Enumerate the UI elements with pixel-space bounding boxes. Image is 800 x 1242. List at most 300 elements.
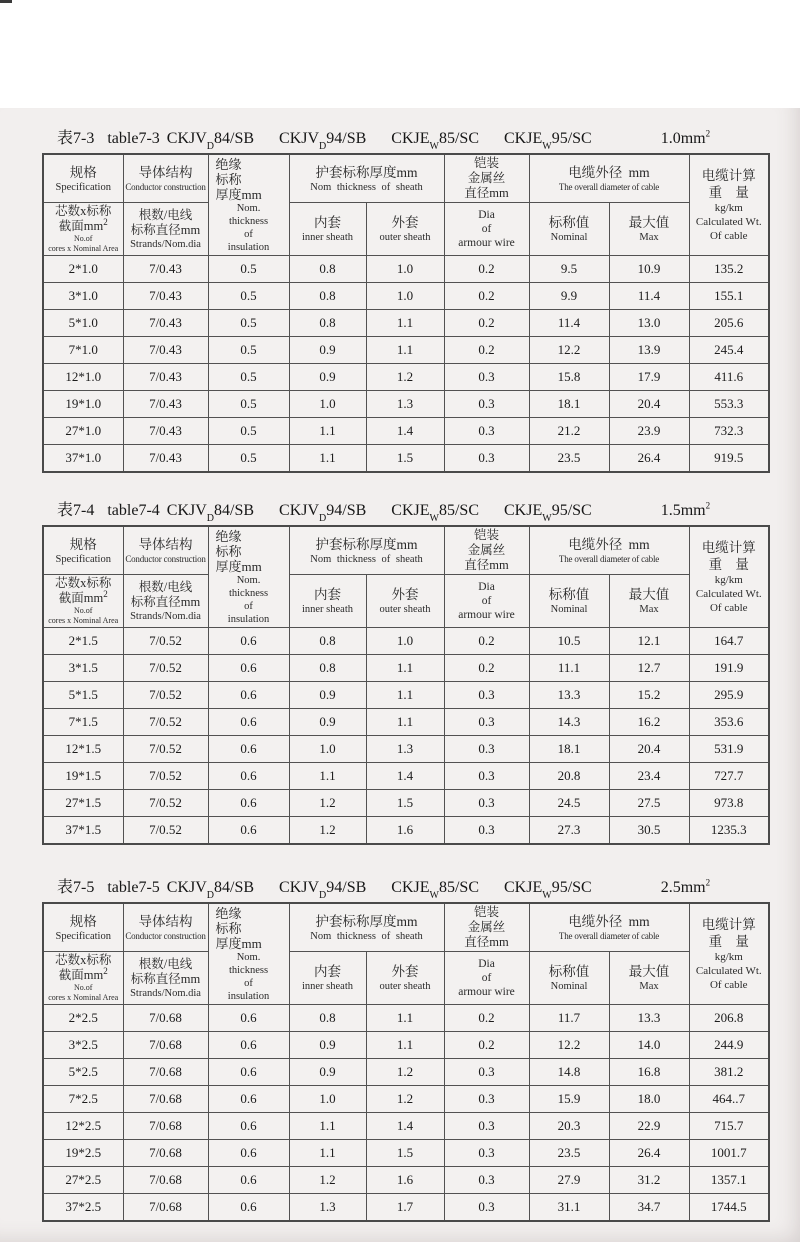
data-cell: 1.2 bbox=[289, 1167, 366, 1194]
spec-en: Specification bbox=[55, 553, 111, 565]
col-outer-sheath-header: 外套 outer sheath bbox=[366, 952, 444, 1005]
data-cell: 19*1.0 bbox=[43, 391, 123, 418]
data-cell: 0.3 bbox=[444, 391, 529, 418]
data-cell: 7/0.43 bbox=[123, 310, 208, 337]
table-header bbox=[43, 526, 769, 628]
data-cell: 1.0 bbox=[366, 628, 444, 655]
cable-model: $CKJE_W95/SC$ bbox=[504, 502, 592, 525]
data-cell: 1.1 bbox=[289, 1140, 366, 1167]
conductor-zh: 导体结构 bbox=[138, 537, 193, 552]
data-cell: 37*2.5 bbox=[43, 1194, 123, 1222]
data-cell: 0.2 bbox=[444, 1005, 529, 1032]
data-cell: 411.6 bbox=[689, 364, 769, 391]
col-conductor-subheader: 根数/电线 标称直径mm Strands/Nom.dia bbox=[123, 575, 208, 628]
data-cell: 0.3 bbox=[444, 1086, 529, 1113]
table-row bbox=[43, 628, 769, 655]
data-cell: 10.5 bbox=[529, 628, 609, 655]
size-exponent: 2 bbox=[705, 877, 711, 888]
data-cell: 1.7 bbox=[366, 1194, 444, 1222]
table-row bbox=[43, 364, 769, 391]
data-cell: 919.5 bbox=[689, 445, 769, 473]
table-label-en: table7-4 bbox=[107, 502, 160, 519]
col-conductor-subheader: 根数/电线 标称直径mm Strands/Nom.dia bbox=[123, 952, 208, 1005]
cable-model: $CKJE_W95/SC$ bbox=[504, 879, 592, 902]
data-cell: 7/0.43 bbox=[123, 445, 208, 473]
data-cell: 0.5 bbox=[208, 364, 289, 391]
data-cell: 1.0 bbox=[366, 283, 444, 310]
data-cell: 0.9 bbox=[289, 364, 366, 391]
data-cell: 464..7 bbox=[689, 1086, 769, 1113]
data-cell: 1744.5 bbox=[689, 1194, 769, 1222]
data-cell: 732.3 bbox=[689, 418, 769, 445]
data-cell: 7/0.43 bbox=[123, 283, 208, 310]
document-page bbox=[0, 108, 800, 1242]
col-insulation-header: 绝缘 标称 厚度mm Nom. thickness of insulation bbox=[208, 526, 289, 628]
table-section bbox=[42, 128, 768, 473]
data-cell: 7/0.52 bbox=[123, 655, 208, 682]
table-row bbox=[43, 310, 769, 337]
col-sheath-header: 护套标称厚度mm Nom thickness of sheath bbox=[289, 526, 444, 575]
col-spec-header bbox=[43, 526, 123, 575]
data-cell: 19*2.5 bbox=[43, 1140, 123, 1167]
table-row bbox=[43, 1140, 769, 1167]
data-cell: 1.4 bbox=[366, 763, 444, 790]
data-cell: 5*1.0 bbox=[43, 310, 123, 337]
size-value: 2.5mm bbox=[660, 879, 706, 896]
header-row-1 bbox=[43, 526, 769, 575]
data-cell: 1.2 bbox=[289, 790, 366, 817]
data-cell: 1.0 bbox=[366, 256, 444, 283]
data-cell: 14.8 bbox=[529, 1059, 609, 1086]
table-row bbox=[43, 1167, 769, 1194]
data-cell: 0.3 bbox=[444, 763, 529, 790]
data-cell: 12.2 bbox=[529, 1032, 609, 1059]
data-cell: 7/0.68 bbox=[123, 1005, 208, 1032]
data-cell: 34.7 bbox=[609, 1194, 689, 1222]
data-cell: 1.1 bbox=[289, 763, 366, 790]
spec-en: Specification bbox=[55, 181, 111, 193]
col-inner-sheath-header: 内套 inner sheath bbox=[289, 575, 366, 628]
data-cell: 1.2 bbox=[366, 364, 444, 391]
data-cell: 1.0 bbox=[289, 1086, 366, 1113]
data-cell: 1.1 bbox=[366, 655, 444, 682]
data-cell: 0.3 bbox=[444, 682, 529, 709]
data-cell: 1001.7 bbox=[689, 1140, 769, 1167]
table-label-zh: 表7-5 bbox=[57, 879, 95, 896]
table-row bbox=[43, 337, 769, 364]
data-cell: 23.5 bbox=[529, 1140, 609, 1167]
table-row bbox=[43, 391, 769, 418]
table-row bbox=[43, 283, 769, 310]
data-cell: 7/0.52 bbox=[123, 709, 208, 736]
data-cell: 7/0.68 bbox=[123, 1113, 208, 1140]
table-row bbox=[43, 1086, 769, 1113]
data-cell: 2*2.5 bbox=[43, 1005, 123, 1032]
title-size bbox=[661, 502, 710, 519]
data-cell: 23.4 bbox=[609, 763, 689, 790]
table-label-en: table7-5 bbox=[107, 879, 160, 896]
data-cell: 1.2 bbox=[366, 1059, 444, 1086]
data-cell: 15.9 bbox=[529, 1086, 609, 1113]
data-cell: 5*2.5 bbox=[43, 1059, 123, 1086]
table-header bbox=[43, 903, 769, 1005]
data-cell: 14.3 bbox=[529, 709, 609, 736]
header-row-1 bbox=[43, 903, 769, 952]
col-nominal-header: 标称值 Nominal bbox=[529, 952, 609, 1005]
col-insulation-header: 绝缘 标称 厚度mm Nom. thickness of insulation bbox=[208, 903, 289, 1005]
data-cell: 11.4 bbox=[609, 283, 689, 310]
spec-zh: 规格 bbox=[69, 164, 97, 180]
data-cell: 1.3 bbox=[289, 1194, 366, 1222]
table-body bbox=[43, 256, 769, 473]
data-cell: 18.0 bbox=[609, 1086, 689, 1113]
data-cell: 295.9 bbox=[689, 682, 769, 709]
data-cell: 0.3 bbox=[444, 709, 529, 736]
data-cell: 18.1 bbox=[529, 736, 609, 763]
data-cell: 27.3 bbox=[529, 817, 609, 845]
data-cell: 0.6 bbox=[208, 736, 289, 763]
data-cell: 12.1 bbox=[609, 628, 689, 655]
data-cell: 0.8 bbox=[289, 283, 366, 310]
data-cell: 973.8 bbox=[689, 790, 769, 817]
table-row bbox=[43, 256, 769, 283]
data-cell: 0.3 bbox=[444, 445, 529, 473]
data-cell: 7/0.68 bbox=[123, 1194, 208, 1222]
data-cell: 727.7 bbox=[689, 763, 769, 790]
col-diameter-header: 电缆外径 mm The overall diameter of cable bbox=[529, 154, 689, 203]
table-row bbox=[43, 655, 769, 682]
data-cell: 30.5 bbox=[609, 817, 689, 845]
table-label-en: table7-3 bbox=[107, 130, 160, 147]
data-cell: 7*2.5 bbox=[43, 1086, 123, 1113]
data-cell: 7/0.68 bbox=[123, 1032, 208, 1059]
data-cell: 1.1 bbox=[289, 418, 366, 445]
col-weight-header: 电缆计算 重 量 kg/km Calculated Wt. Of cable bbox=[689, 526, 769, 628]
data-cell: 1.5 bbox=[366, 445, 444, 473]
data-cell: 31.2 bbox=[609, 1167, 689, 1194]
col-diameter-header: 电缆外径 mm The overall diameter of cable bbox=[529, 526, 689, 575]
data-cell: 26.4 bbox=[609, 1140, 689, 1167]
data-cell: 15.2 bbox=[609, 682, 689, 709]
data-cell: 531.9 bbox=[689, 736, 769, 763]
data-cell: 0.6 bbox=[208, 1113, 289, 1140]
data-cell: 0.6 bbox=[208, 817, 289, 845]
col-inner-sheath-header: 内套 inner sheath bbox=[289, 203, 366, 256]
data-cell: 5*1.5 bbox=[43, 682, 123, 709]
data-cell: 7/0.43 bbox=[123, 418, 208, 445]
title-models bbox=[166, 879, 617, 902]
data-cell: 155.1 bbox=[689, 283, 769, 310]
data-cell: 1.1 bbox=[366, 682, 444, 709]
data-cell: 31.1 bbox=[529, 1194, 609, 1222]
data-cell: 12*1.5 bbox=[43, 736, 123, 763]
data-cell: 0.3 bbox=[444, 1167, 529, 1194]
data-cell: 715.7 bbox=[689, 1113, 769, 1140]
data-cell: 0.3 bbox=[444, 736, 529, 763]
data-cell: 14.0 bbox=[609, 1032, 689, 1059]
data-cell: 244.9 bbox=[689, 1032, 769, 1059]
data-cell: 10.9 bbox=[609, 256, 689, 283]
data-cell: 7/0.43 bbox=[123, 364, 208, 391]
data-cell: 1.5 bbox=[366, 790, 444, 817]
data-cell: 0.3 bbox=[444, 418, 529, 445]
data-cell: 0.5 bbox=[208, 256, 289, 283]
data-cell: 0.3 bbox=[444, 1113, 529, 1140]
data-cell: 135.2 bbox=[689, 256, 769, 283]
data-cell: 0.2 bbox=[444, 256, 529, 283]
conductor-en: Conductor construction bbox=[125, 182, 206, 192]
data-cell: 37*1.5 bbox=[43, 817, 123, 845]
conductor-zh: 导体结构 bbox=[138, 165, 193, 180]
data-cell: 20.8 bbox=[529, 763, 609, 790]
data-cell: 24.5 bbox=[529, 790, 609, 817]
data-cell: 0.8 bbox=[289, 655, 366, 682]
data-cell: 1.1 bbox=[366, 337, 444, 364]
data-cell: 0.9 bbox=[289, 682, 366, 709]
data-cell: 7/0.68 bbox=[123, 1059, 208, 1086]
data-cell: 7*1.0 bbox=[43, 337, 123, 364]
data-cell: 1.1 bbox=[366, 310, 444, 337]
data-cell: 0.9 bbox=[289, 1032, 366, 1059]
data-cell: 7/0.52 bbox=[123, 736, 208, 763]
size-exponent: 2 bbox=[705, 128, 711, 139]
spec-table bbox=[42, 153, 770, 473]
spec-table bbox=[42, 902, 770, 1222]
data-cell: 0.3 bbox=[444, 790, 529, 817]
data-cell: 12*2.5 bbox=[43, 1113, 123, 1140]
scan-artifact bbox=[0, 0, 12, 3]
data-cell: 191.9 bbox=[689, 655, 769, 682]
data-cell: 11.1 bbox=[529, 655, 609, 682]
data-cell: 0.2 bbox=[444, 337, 529, 364]
col-spec-header bbox=[43, 903, 123, 952]
data-cell: 1.0 bbox=[289, 391, 366, 418]
data-cell: 12.2 bbox=[529, 337, 609, 364]
data-cell: 11.7 bbox=[529, 1005, 609, 1032]
data-cell: 353.6 bbox=[689, 709, 769, 736]
data-cell: 1.4 bbox=[366, 418, 444, 445]
col-nominal-header: 标称值 Nominal bbox=[529, 203, 609, 256]
data-cell: 1.2 bbox=[289, 817, 366, 845]
data-cell: 0.8 bbox=[289, 1005, 366, 1032]
data-cell: 7/0.52 bbox=[123, 763, 208, 790]
col-armour-header-top: 铠装 金属丝 直径mm bbox=[444, 903, 529, 952]
table-label-zh: 表7-3 bbox=[57, 130, 95, 147]
spec-zh: 规格 bbox=[69, 913, 97, 929]
data-cell: 1.1 bbox=[289, 445, 366, 473]
data-cell: 17.9 bbox=[609, 364, 689, 391]
col-inner-sheath-header: 内套 inner sheath bbox=[289, 952, 366, 1005]
size-value: 1.5mm bbox=[660, 502, 706, 519]
conductor-zh: 导体结构 bbox=[138, 914, 193, 929]
data-cell: 381.2 bbox=[689, 1059, 769, 1086]
data-cell: 0.3 bbox=[444, 364, 529, 391]
data-cell: 7/0.52 bbox=[123, 682, 208, 709]
col-armour-header-bottom: Dia of armour wire bbox=[444, 203, 529, 256]
data-cell: 206.8 bbox=[689, 1005, 769, 1032]
table-header bbox=[43, 154, 769, 256]
col-outer-sheath-header: 外套 outer sheath bbox=[366, 203, 444, 256]
col-diameter-header: 电缆外径 mm The overall diameter of cable bbox=[529, 903, 689, 952]
col-conductor-header bbox=[123, 526, 208, 575]
data-cell: 12*1.0 bbox=[43, 364, 123, 391]
col-max-header: 最大值 Max bbox=[609, 203, 689, 256]
data-cell: 0.6 bbox=[208, 628, 289, 655]
tables-container bbox=[0, 128, 800, 1222]
data-cell: 0.2 bbox=[444, 655, 529, 682]
title-models bbox=[166, 502, 617, 525]
data-cell: 0.2 bbox=[444, 1032, 529, 1059]
data-cell: 7/0.68 bbox=[123, 1167, 208, 1194]
data-cell: 7/0.68 bbox=[123, 1086, 208, 1113]
cable-model: $CKJV_D84/SB$ bbox=[166, 130, 255, 153]
header-row-1 bbox=[43, 154, 769, 203]
table-label-zh: 表7-4 bbox=[57, 502, 95, 519]
col-insulation-header: 绝缘 标称 厚度mm Nom. thickness of insulation bbox=[208, 154, 289, 256]
data-cell: 0.6 bbox=[208, 1086, 289, 1113]
data-cell: 0.5 bbox=[208, 310, 289, 337]
data-cell: 7/0.43 bbox=[123, 256, 208, 283]
data-cell: 20.4 bbox=[609, 736, 689, 763]
data-cell: 7/0.52 bbox=[123, 628, 208, 655]
data-cell: 2*1.0 bbox=[43, 256, 123, 283]
col-armour-header-bottom: Dia of armour wire bbox=[444, 952, 529, 1005]
data-cell: 37*1.0 bbox=[43, 445, 123, 473]
data-cell: 0.3 bbox=[444, 1194, 529, 1222]
data-cell: 3*1.0 bbox=[43, 283, 123, 310]
cable-model: $CKJV_D84/SB$ bbox=[166, 502, 255, 525]
data-cell: 0.6 bbox=[208, 1059, 289, 1086]
header-row-2 bbox=[43, 575, 769, 628]
data-cell: 0.6 bbox=[208, 1032, 289, 1059]
table-row bbox=[43, 736, 769, 763]
data-cell: 0.6 bbox=[208, 682, 289, 709]
table-row bbox=[43, 1059, 769, 1086]
size-value: 1.0mm bbox=[660, 130, 706, 147]
col-spec-subheader: 芯数x标称 截面$mm^2$ No.of cores x Nominal Area bbox=[43, 952, 123, 1005]
data-cell: 205.6 bbox=[689, 310, 769, 337]
data-cell: 3*2.5 bbox=[43, 1032, 123, 1059]
data-cell: 553.3 bbox=[689, 391, 769, 418]
data-cell: 164.7 bbox=[689, 628, 769, 655]
data-cell: 1.5 bbox=[366, 1140, 444, 1167]
cable-model: $CKJE_W85/SC$ bbox=[391, 879, 479, 902]
cable-model: $CKJE_W85/SC$ bbox=[391, 130, 479, 153]
data-cell: 18.1 bbox=[529, 391, 609, 418]
table-section bbox=[42, 500, 768, 845]
data-cell: 3*1.5 bbox=[43, 655, 123, 682]
table-row bbox=[43, 418, 769, 445]
data-cell: 245.4 bbox=[689, 337, 769, 364]
cable-model: $CKJV_D94/SB$ bbox=[279, 502, 367, 525]
data-cell: 2*1.5 bbox=[43, 628, 123, 655]
table-row bbox=[43, 763, 769, 790]
data-cell: 11.4 bbox=[529, 310, 609, 337]
spec-en: Specification bbox=[55, 930, 111, 942]
data-cell: 0.5 bbox=[208, 391, 289, 418]
data-cell: 27*1.0 bbox=[43, 418, 123, 445]
col-conductor-header bbox=[123, 903, 208, 952]
col-armour-header-bottom: Dia of armour wire bbox=[444, 575, 529, 628]
data-cell: 0.6 bbox=[208, 655, 289, 682]
data-cell: 20.3 bbox=[529, 1113, 609, 1140]
data-cell: 0.5 bbox=[208, 337, 289, 364]
data-cell: 0.2 bbox=[444, 310, 529, 337]
data-cell: 7/0.68 bbox=[123, 1140, 208, 1167]
data-cell: 1.1 bbox=[366, 1032, 444, 1059]
data-cell: 1.0 bbox=[289, 736, 366, 763]
data-cell: 20.4 bbox=[609, 391, 689, 418]
spec-table bbox=[42, 525, 770, 845]
data-cell: 0.6 bbox=[208, 790, 289, 817]
table-title bbox=[42, 500, 768, 525]
conductor-en: Conductor construction bbox=[125, 931, 206, 941]
table-row bbox=[43, 1005, 769, 1032]
table-section bbox=[42, 877, 768, 1222]
data-cell: 0.6 bbox=[208, 1140, 289, 1167]
data-cell: 0.8 bbox=[289, 310, 366, 337]
data-cell: 19*1.5 bbox=[43, 763, 123, 790]
data-cell: 0.3 bbox=[444, 1059, 529, 1086]
data-cell: 1.2 bbox=[366, 1086, 444, 1113]
col-conductor-header bbox=[123, 154, 208, 203]
data-cell: 26.4 bbox=[609, 445, 689, 473]
data-cell: 0.9 bbox=[289, 337, 366, 364]
title-models bbox=[166, 130, 617, 153]
col-armour-header-top: 铠装 金属丝 直径mm bbox=[444, 154, 529, 203]
data-cell: 7*1.5 bbox=[43, 709, 123, 736]
title-size bbox=[661, 130, 710, 147]
data-cell: 0.6 bbox=[208, 1005, 289, 1032]
data-cell: 23.5 bbox=[529, 445, 609, 473]
data-cell: 23.9 bbox=[609, 418, 689, 445]
data-cell: 1.3 bbox=[366, 736, 444, 763]
data-cell: 27*1.5 bbox=[43, 790, 123, 817]
col-weight-header: 电缆计算 重 量 kg/km Calculated Wt. Of cable bbox=[689, 154, 769, 256]
data-cell: 0.6 bbox=[208, 1167, 289, 1194]
col-outer-sheath-header: 外套 outer sheath bbox=[366, 575, 444, 628]
table-body bbox=[43, 628, 769, 845]
data-cell: 1.1 bbox=[366, 1005, 444, 1032]
data-cell: 0.5 bbox=[208, 445, 289, 473]
data-cell: 0.6 bbox=[208, 709, 289, 736]
data-cell: 1235.3 bbox=[689, 817, 769, 845]
col-conductor-subheader: 根数/电线 标称直径mm Strands/Nom.dia bbox=[123, 203, 208, 256]
data-cell: 1.6 bbox=[366, 1167, 444, 1194]
col-sheath-header: 护套标称厚度mm Nom thickness of sheath bbox=[289, 903, 444, 952]
data-cell: 27*2.5 bbox=[43, 1167, 123, 1194]
data-cell: 0.6 bbox=[208, 1194, 289, 1222]
data-cell: 27.5 bbox=[609, 790, 689, 817]
data-cell: 9.5 bbox=[529, 256, 609, 283]
table-row bbox=[43, 1032, 769, 1059]
data-cell: 27.9 bbox=[529, 1167, 609, 1194]
table-row bbox=[43, 817, 769, 845]
data-cell: 0.5 bbox=[208, 283, 289, 310]
data-cell: 7/0.43 bbox=[123, 337, 208, 364]
table-title bbox=[42, 877, 768, 902]
data-cell: 1.1 bbox=[289, 1113, 366, 1140]
col-spec-subheader: 芯数x标称 截面$mm^2$ No.of cores x Nominal Area bbox=[43, 203, 123, 256]
data-cell: 1.3 bbox=[366, 391, 444, 418]
data-cell: 0.2 bbox=[444, 628, 529, 655]
data-cell: 0.5 bbox=[208, 418, 289, 445]
spec-zh: 规格 bbox=[69, 536, 97, 552]
data-cell: 16.2 bbox=[609, 709, 689, 736]
data-cell: 13.0 bbox=[609, 310, 689, 337]
table-row bbox=[43, 1194, 769, 1222]
data-cell: 1.6 bbox=[366, 817, 444, 845]
